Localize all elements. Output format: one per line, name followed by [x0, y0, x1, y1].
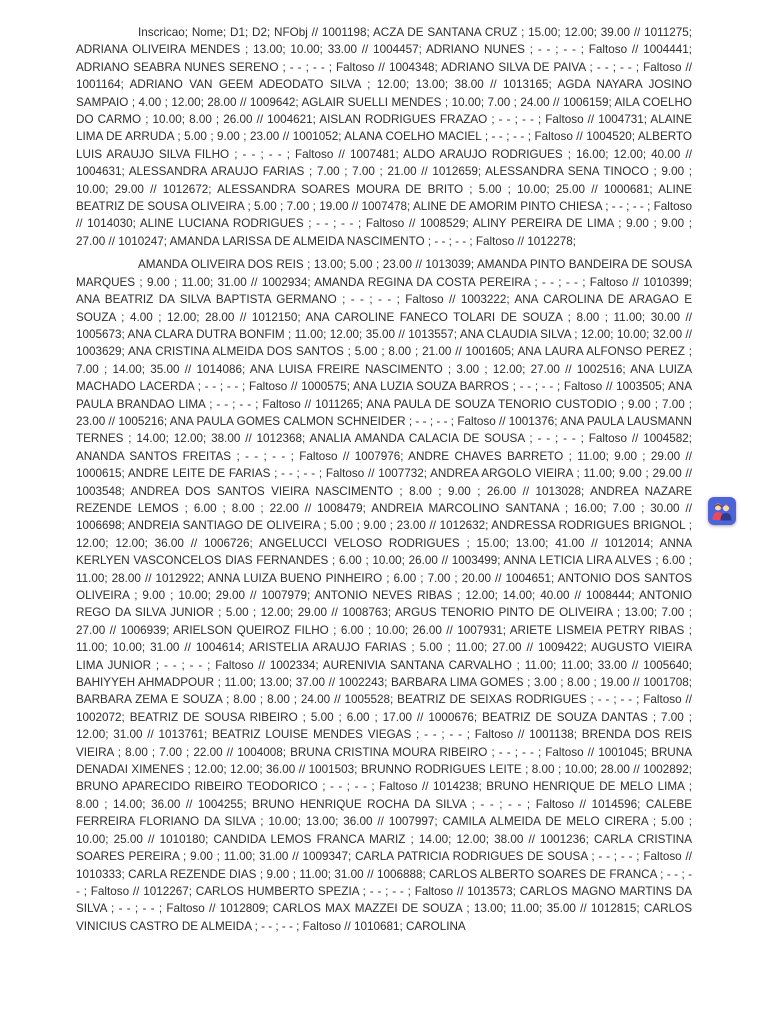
- results-paragraph-2: AMANDA OLIVEIRA DOS REIS ; 13.00; 5.00 ; 23.00 // 1013039; AMANDA PINTO BANDEIRA DE SOUSA MARQUES ; 9.00 ; 11.00; 31.00 // 1002934; AMANDA REGINA DA COSTA PEREIRA ; - - ; - - ; Faltoso // 1010399; ANA BEATRIZ DA SILVA BAPTISTA GERMANO ; - - ; - - ; Faltoso // 1003222; ANA CAROLINA DE ARAGAO E SOUZA ; 4.00 ; 12.00; 28.00 // 1012150; ANA CAROLINE FANECO TOLARI DE SOUZA ; 8.00 ; 11.00; 30.00 // 1005673; ANA CLARA DUTRA BONFIM ; 11.00; 12.00; 35.00 // 1013557; ANA CLAUDIA SILVA ; 12.00; 10.00; 32.00 // 1003629; ANA CRISTINA ALMEIDA DOS SANTOS ; 5.00 ; 8.00 ; 21.00 // 1001605; ANA LAURA ALFONSO PEREZ ; 7.00 ; 14.00; 35.00 // 1014086; ANA LUISA FREIRE NASCIMENTO ; 3.00 ; 12.00; 27.00 // 1002516; ANA LUIZA MACHADO LACERDA ; - - ; - - ; Faltoso // 1000575; ANA LUZIA SOUZA BARROS ; - - ; - - ; Faltoso // 1003505; ANA PAULA BRANDAO LIMA ; - - ; - - ; Faltoso // 1011265; ANA PAULA DE SOUZA TENORIO CUSTODIO ; 9.00 ; 7.00 ; 23.00 // 1005216; ANA PAULA GOMES CALMON SCHNEIDER ; - - ; - - ; Faltoso // 1001376; ANA PAULA LAUSMANN TERNES ; 14.00; 12.00; 38.00 // 1012368; ANALIA AMANDA CALACIA DE SOUSA ; - - ; - - ; Faltoso // 1004582; ANANDA SANTOS FREITAS ; - - ; - - ; Faltoso // 1007976; ANDRE CHAVES BARRETO ; 11.00; 9.00 ; 29.00 // 1000615; ANDRE LEITE DE FARIAS ; - - ; - - ; Faltoso // 1007732; ANDREA ARGOLO VIEIRA ; 11.00; 9.00 ; 29.00 // 1003548; ANDREA DOS SANTOS VIEIRA NASCIMENTO ; 8.00 ; 9.00 ; 26.00 // 1013028; ANDREA NAZARE REZENDE LEMOS ; 6.00 ; 8.00 ; 22.00 // 1008479; ANDREIA MARCOLINO SANTANA ; 16.00; 7.00 ; 30.00 // 1006698; ANDREIA SANTIAGO DE OLIVEIRA ; 5.00 ; 9.00 ; 23.00 // 1012632; ANDRESSA RODRIGUES BRIGNOL ; 12.00; 12.00; 36.00 // 1006726; ANGELUCCI VELOSO RODRIGUES ; 15.00; 13.00; 41.00 // 1012014; ANNA KERLYEN VASCONCELOS DIAS FERNANDES ; 6.00 ; 10.00; 26.00 // 1003499; ANNA LETICIA LIRA ALVES ; 6.00 ; 11.00; 28.00 // 1012922; ANNA LUIZA BUENO PINHEIRO ; 6.00 ; 7.00 ; 20.00 // 1004651; ANTONIO DOS SANTOS OLIVEIRA ; 9.00 ; 10.00; 29.00 // 1007979; ANTONIO NEVES RIBAS ; 12.00; 14.00; 40.00 // 1008444; ANTONIO REGO DA SILVA JUNIOR ; 5.00 ; 12.00; 29.00 // 1008763; ARGUS TENORIO PINTO DE OLIVEIRA ; 13.00; 7.00 ; 27.00 // 1006939; ARIELSON QUEIROZ FILHO ; 6.00 ; 10.00; 26.00 // 1007931; ARIETE LISMEIA PETRY RIBAS ; 11.00; 10.00; 31.00 // 1004614; ARISTELIA ARAUJO FARIAS ; 5.00 ; 11.00; 27.00 // 1009422; AUGUSTO VIEIRA LIMA JUNIOR ; - - ; - - ; Faltoso // 1002334; AURENIVIA SANTANA CARVALHO ; 11.00; 11.00; 33.00 // 1005640; BAHIYYEH AHMADPOUR ; 11.00; 13.00; 37.00 // 1002243; BARBARA LIMA GOMES ; 3.00 ; 8.00 ; 19.00 // 1001708; BARBARA ZEMA E SOUZA ; 8.00 ; 8.00 ; 24.00 // 1005528; BEATRIZ DE SEIXAS RODRIGUES ; - - ; - - ; Faltoso // 1002072; BEATRIZ DE SOUSA RIBEIRO ; 5.00 ; 6.00 ; 17.00 // 1000676; BEATRIZ DE SOUZA DANTAS ; 7.00 ; 12.00; 31.00 // 1013761; BEATRIZ LOUISE MENDES VIEGAS ; - - ; - - ; Faltoso // 1001138; BRENDA DOS REIS VIEIRA ; 8.00 ; 7.00 ; 22.00 // 1004008; BRUNA CRISTINA MOURA RIBEIRO ; - - ; - - ; Faltoso // 1001045; BRUNA DENADAI XIMENES ; 12.00; 12.00; 36.00 // 1001503; BRUNNO RODRIGUES LEITE ; 8.00 ; 10.00; 28.00 // 1002892; BRUNO APARECIDO RIBEIRO TEODORICO ; - - ; - - ; Faltoso // 1014238; BRUNO HENRIQUE DE MELO LIMA ; 8.00 ; 14.00; 36.00 // 1004255; BRUNO HENRIQUE ROCHA DA SILVA ; - - ; - - ; Faltoso // 1014596; CALEBE FERREIRA FLORIANO DA SILVA ; 10.00; 13.00; 36.00 // 1007997; CAMILA ALMEIDA DE MELO CIRERA ; 5.00 ; 10.00; 25.00 // 1010180; CANDIDA LEMOS FRANCA MARIZ ; 14.00; 12.00; 38.00 // 1001236; CARLA CRISTINA SOARES PEREIRA ; 9.00 ; 11.00; 31.00 // 1009347; CARLA PATRICIA RODRIGUES DE SOUSA ; - - ; - - ; Faltoso // 1010333; CARLA REZENDE DIAS ; 9.00 ; 11.00; 31.00 // 1006888; CARLOS ALBERTO SOARES DE FRANCA ; - - ; - - ; Faltoso // 1012267; CARLOS HUMBERTO SPEZIA ; - - ; - - ; Faltoso // 1013573; CARLOS MAGNO MARTINS DA SILVA ; - - ; - - ; Faltoso // 1012809; CARLOS MAX MAZZEI DE SOUZA ; 13.00; 11.00; 35.00 // 1012815; CARLOS VINICIUS CASTRO DE ALMEIDA ; - - ; - - ; Faltoso // 1010681; CAROLINA: [76, 258, 692, 933]
- people-icon: [711, 501, 733, 521]
- floating-action-button[interactable]: [708, 497, 736, 525]
- document-body: [76, 24, 692, 941]
- results-paragraph-1: Inscricao; Nome; D1; D2; NFObj // 1001198; ACZA DE SANTANA CRUZ ; 15.00; 12.00; 39.00 // 1011275; ADRIANA OLIVEIRA MENDES ; 13.00; 10.00; 33.00 // 1004457; ADRIANO NUNES ; - - ; - - ; Faltoso // 1004441; ADRIANO SEABRA NUNES SERENO ; - - ; - - ; Faltoso // 1004348; ADRIANO SILVA DE PAIVA ; - - ; - - ; Faltoso // 1001164; ADRIANO VAN GEEM ADEODATO SILVA ; 12.00; 13.00; 38.00 // 1013165; AGDA NAYARA JOSINO SAMPAIO ; 4.00 ; 12.00; 28.00 // 1009642; AGLAIR SUELLI MENDES ; 10.00; 7.00 ; 24.00 // 1006159; AILA COELHO DO CARMO ; 10.00; 8.00 ; 26.00 // 1004621; AISLAN RODRIGUES FRAZAO ; - - ; - - ; Faltoso // 1004731; ALAINE LIMA DE ARRUDA ; 5.00 ; 9.00 ; 23.00 // 1001052; ALANA COELHO MACIEL ; - - ; - - ; Faltoso // 1004520; ALBERTO LUIS ARAUJO SILVA FILHO ; - - ; - - ; Faltoso // 1007481; ALDO ARAUJO RODRIGUES ; 16.00; 12.00; 40.00 // 1004631; ALESSANDRA ARAUJO FARIAS ; 7.00 ; 7.00 ; 21.00 // 1012659; ALESSANDRA SENA TINOCO ; 9.00 ; 10.00; 29.00 // 1012672; ALESSANDRA SOARES MOURA DE BRITO ; 5.00 ; 10.00; 25.00 // 1000681; ALINE BEATRIZ DE SOUSA OLIVEIRA ; 5.00 ; 7.00 ; 19.00 // 1007478; ALINE DE AMORIM PINTO CHIESA ; - - ; - - ; Faltoso // 1014030; ALINE LUCIANA RODRIGUES ; - - ; - - ; Faltoso // 1008529; ALINY PEREIRA DE LIMA ; 9.00 ; 9.00 ; 27.00 // 1010247; AMANDA LARISSA DE ALMEIDA NASCIMENTO ; - - ; - - ; Faltoso // 1012278;: [76, 26, 692, 248]
